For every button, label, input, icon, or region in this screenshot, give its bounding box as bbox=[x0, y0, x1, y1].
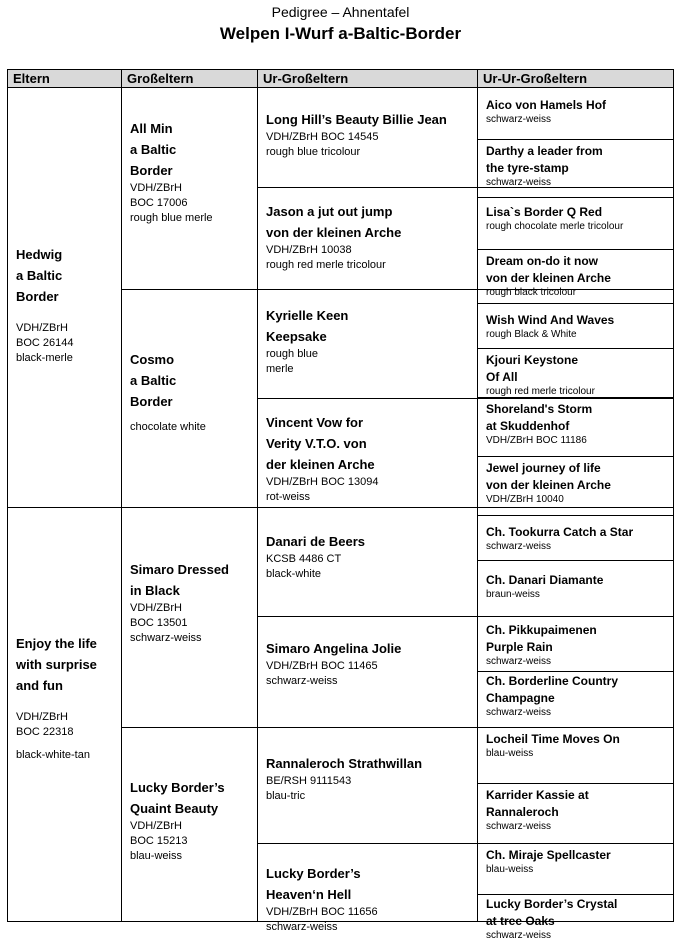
row-divider bbox=[478, 727, 673, 728]
row-divider bbox=[478, 348, 673, 349]
row-divider bbox=[478, 197, 673, 198]
dog-detail-line: BOC 13501 bbox=[130, 617, 188, 629]
dog-name-line: Long Hill’s Beauty Billie Jean bbox=[266, 112, 447, 127]
pedigree-cell bbox=[486, 787, 667, 833]
dog-name-line: Purple Rain bbox=[486, 640, 553, 654]
dog-name-line: Champagne bbox=[486, 691, 555, 705]
column-header-2: Großeltern bbox=[122, 70, 258, 88]
column-divider bbox=[121, 70, 122, 921]
dog-detail-line: BOC 22318 bbox=[16, 726, 74, 738]
dog-name-line: Darthy a leader from bbox=[486, 144, 603, 158]
dog-detail-line: schwarz-weiss bbox=[486, 656, 552, 667]
dog-name-line: in Black bbox=[130, 583, 180, 598]
dog-detail-line: rough blue merle bbox=[130, 212, 213, 224]
row-divider bbox=[478, 515, 673, 516]
dog-name-line: All Min bbox=[130, 121, 173, 136]
dog-detail-line: VDH/ZBrH BOC 11656 bbox=[266, 906, 378, 918]
dog-name-line: Wish Wind And Waves bbox=[486, 313, 615, 327]
dog-name-line: von der kleinen Arche bbox=[266, 225, 402, 240]
row-divider bbox=[478, 671, 673, 672]
dog-detail-line: rough blue bbox=[266, 348, 318, 360]
pedigree-cell bbox=[266, 109, 472, 160]
dog-name-line: Lisa`s Border Q Red bbox=[486, 205, 603, 219]
dog-detail-line: rough black tricolour bbox=[486, 287, 577, 298]
dog-detail-line: rough red merle tricolour bbox=[266, 259, 386, 271]
pedigree-cell bbox=[486, 352, 667, 398]
dog-detail-line: merle bbox=[266, 363, 294, 375]
row-divider bbox=[478, 894, 673, 895]
dog-detail-line: rough red merle tricolour bbox=[486, 386, 595, 397]
dog-name-line: Shoreland's Storm bbox=[486, 402, 593, 416]
dog-detail-line bbox=[16, 740, 116, 748]
dog-name-line: the tyre-stamp bbox=[486, 161, 569, 175]
pedigree-cell bbox=[16, 633, 116, 763]
dog-name-line: Danari de Beers bbox=[266, 534, 365, 549]
column-header-4: Ur-Ur-Großeltern bbox=[478, 70, 673, 88]
dog-detail-line: schwarz-weiss bbox=[266, 675, 338, 687]
dog-detail-line: black-white bbox=[266, 568, 322, 580]
dog-name-line: von der kleinen Arche bbox=[486, 478, 611, 492]
column-divider bbox=[257, 70, 258, 921]
dog-name-line: Aico von Hamels Hof bbox=[486, 98, 607, 112]
dog-detail-line: BE/RSH 9111543 bbox=[266, 775, 352, 787]
dog-detail-line: blau-weiss bbox=[130, 850, 182, 862]
dog-detail-line: braun-weiss bbox=[486, 589, 540, 600]
dog-detail-line: VDH/ZBrH bbox=[130, 182, 182, 194]
dog-name-line: Quaint Beauty bbox=[130, 801, 219, 816]
dog-name-line: Cosmo bbox=[130, 352, 175, 367]
dog-name-line: a Baltic bbox=[130, 142, 177, 157]
dog-detail-line: rough Black & White bbox=[486, 329, 577, 340]
pedigree-cell bbox=[486, 524, 667, 553]
column-header-1: Eltern bbox=[8, 70, 122, 88]
dog-detail-line: chocolate white bbox=[130, 421, 206, 433]
dog-name-line: der kleinen Arche bbox=[266, 457, 375, 472]
dog-name-line: Lucky Border’s bbox=[130, 780, 225, 795]
dog-detail-line: blau-weiss bbox=[486, 864, 534, 875]
row-divider bbox=[478, 616, 673, 617]
pedigree-cell bbox=[486, 143, 667, 189]
row-divider bbox=[478, 843, 673, 844]
row-divider bbox=[478, 249, 673, 250]
dog-name-line: Border bbox=[130, 163, 173, 178]
dog-detail-line: VDH/ZBrH BOC 11186 bbox=[486, 435, 587, 446]
column-header-3: Ur-Großeltern bbox=[258, 70, 478, 88]
pedigree-cell bbox=[130, 349, 252, 435]
dog-name-line: Border bbox=[16, 289, 59, 304]
pedigree-table bbox=[7, 69, 674, 941]
dog-name-line: Karrider Kassie at bbox=[486, 788, 589, 802]
dog-name-line: Kjouri Keystone bbox=[486, 353, 579, 367]
dog-detail-line bbox=[130, 412, 252, 420]
dog-name-line: Vincent Vow for bbox=[266, 415, 364, 430]
pedigree-cell bbox=[486, 673, 667, 719]
dog-name-line: Ch. Borderline Country bbox=[486, 674, 619, 688]
pedigree-cell bbox=[16, 244, 116, 366]
dog-detail-line: schwarz-weiss bbox=[486, 177, 552, 188]
pedigree-cell bbox=[130, 777, 252, 864]
dog-detail-line: schwarz-weiss bbox=[486, 930, 552, 941]
pedigree-cell bbox=[486, 572, 667, 601]
dog-detail-line: VDH/ZBrH BOC 13094 bbox=[266, 476, 379, 488]
pedigree-cell bbox=[130, 118, 252, 226]
dog-name-line: Kyrielle Keen bbox=[266, 308, 349, 323]
dog-detail-line: rough chocolate merle tricolour bbox=[486, 221, 624, 232]
dog-name-line: Rannaleroch Strathwillan bbox=[266, 756, 423, 771]
dog-detail-line: schwarz-weiss bbox=[266, 921, 338, 933]
row-divider bbox=[478, 783, 673, 784]
pedigree-cell bbox=[266, 412, 472, 505]
dog-detail-line: schwarz-weiss bbox=[486, 541, 552, 552]
dog-detail-line: VDH/ZBrH 10038 bbox=[266, 244, 352, 256]
pedigree-cell bbox=[486, 731, 667, 760]
row-divider bbox=[258, 398, 673, 399]
dog-detail-line: KCSB 4486 CT bbox=[266, 553, 342, 565]
pedigree-cell bbox=[486, 622, 667, 668]
dog-name-line: Locheil Time Moves On bbox=[486, 732, 620, 746]
pedigree-cell bbox=[266, 863, 472, 935]
dog-detail-line: schwarz-weiss bbox=[486, 114, 552, 125]
dog-name-line: Enjoy the life bbox=[16, 636, 97, 651]
dog-detail-line: VDH/ZBrH bbox=[16, 711, 68, 723]
dog-name-line: Dream on-do it now bbox=[486, 254, 598, 268]
dog-name-line: a Baltic bbox=[16, 268, 63, 283]
row-divider bbox=[478, 456, 673, 457]
dog-name-line: Keepsake bbox=[266, 329, 327, 344]
dog-name-line: Of All bbox=[486, 370, 518, 384]
pedigree-cell bbox=[486, 401, 667, 447]
dog-name-line: Lucky Border’s bbox=[266, 866, 361, 881]
dog-name-line: Ch. Pikkupaimenen bbox=[486, 623, 597, 637]
dog-name-line: Heaven‘n Hell bbox=[266, 887, 352, 902]
pedigree-cell bbox=[130, 559, 252, 646]
dog-detail-line: BOC 26144 bbox=[16, 337, 74, 349]
dog-name-line: Jewel journey of life bbox=[486, 461, 601, 475]
dog-detail-line: rot-weiss bbox=[266, 491, 311, 503]
dog-name-line: and fun bbox=[16, 678, 63, 693]
dog-detail-line: blau-weiss bbox=[486, 748, 534, 759]
dog-detail-line: BOC 15213 bbox=[130, 835, 188, 847]
pedigree-subtitle: Pedigree – Ahnentafel bbox=[271, 4, 410, 20]
dog-detail-line: schwarz-weiss bbox=[486, 821, 552, 832]
dog-detail-line: VDH/ZBrH BOC 14545 bbox=[266, 131, 379, 143]
pedigree-cell bbox=[486, 204, 667, 233]
dog-name-line: Border bbox=[130, 394, 173, 409]
dog-name-line: Lucky Border’s Crystal bbox=[486, 897, 618, 911]
dog-detail-line: VDH/ZBrH bbox=[130, 602, 182, 614]
dog-name-line: Rannaleroch bbox=[486, 805, 559, 819]
dog-name-line: a Baltic bbox=[130, 373, 177, 388]
dog-detail-line: VDH/ZBrH 10040 bbox=[486, 494, 564, 505]
dog-detail-line: schwarz-weiss bbox=[486, 707, 552, 718]
dog-detail-line: BOC 17006 bbox=[130, 197, 188, 209]
dog-detail-line: VDH/ZBrH BOC 11465 bbox=[266, 660, 378, 672]
pedigree-cell bbox=[266, 531, 472, 582]
dog-name-line: Ch. Miraje Spellcaster bbox=[486, 848, 611, 862]
pedigree-cell bbox=[486, 896, 667, 942]
dog-name-line: Simaro Angelina Jolie bbox=[266, 641, 402, 656]
dog-detail-line: schwarz-weiss bbox=[130, 632, 202, 644]
pedigree-cell bbox=[266, 638, 472, 689]
dog-detail-line: VDH/ZBrH bbox=[16, 322, 68, 334]
dog-name-line: at Skuddenhof bbox=[486, 419, 570, 433]
dog-name-line: Hedwig bbox=[16, 247, 63, 262]
dog-detail-line: VDH/ZBrH bbox=[130, 820, 182, 832]
pedigree-title: Welpen I-Wurf a-Baltic-Border bbox=[219, 24, 462, 43]
dog-name-line: Simaro Dressed bbox=[130, 562, 229, 577]
pedigree-cell bbox=[266, 201, 472, 273]
row-divider bbox=[478, 560, 673, 561]
dog-name-line: with surprise bbox=[16, 657, 97, 672]
pedigree-cell bbox=[266, 305, 472, 377]
pedigree-cell bbox=[486, 847, 667, 876]
row-divider bbox=[478, 303, 673, 304]
dog-detail-line: blau-tric bbox=[266, 790, 306, 802]
dog-detail-line: rough blue tricolour bbox=[266, 146, 361, 158]
pedigree-cell bbox=[486, 97, 667, 126]
dog-name-line: Jason a jut out jump bbox=[266, 204, 393, 219]
row-divider bbox=[478, 139, 673, 140]
dog-name-line: von der kleinen Arche bbox=[486, 271, 611, 285]
pedigree-cell bbox=[266, 753, 472, 804]
pedigree-cell bbox=[486, 460, 667, 506]
dog-name-line: Ch. Tookurra Catch a Star bbox=[486, 525, 634, 539]
dog-detail-line: black-merle bbox=[16, 352, 73, 364]
pedigree-cell bbox=[486, 312, 667, 341]
dog-name-line: Verity V.T.O. von bbox=[266, 436, 367, 451]
row-divider bbox=[258, 507, 673, 508]
pedigree-cell bbox=[486, 253, 667, 299]
dog-detail-line: black-white-tan bbox=[16, 749, 90, 761]
dog-name-line: at tree Oaks bbox=[486, 914, 555, 928]
dog-name-line: Ch. Danari Diamante bbox=[486, 573, 604, 587]
